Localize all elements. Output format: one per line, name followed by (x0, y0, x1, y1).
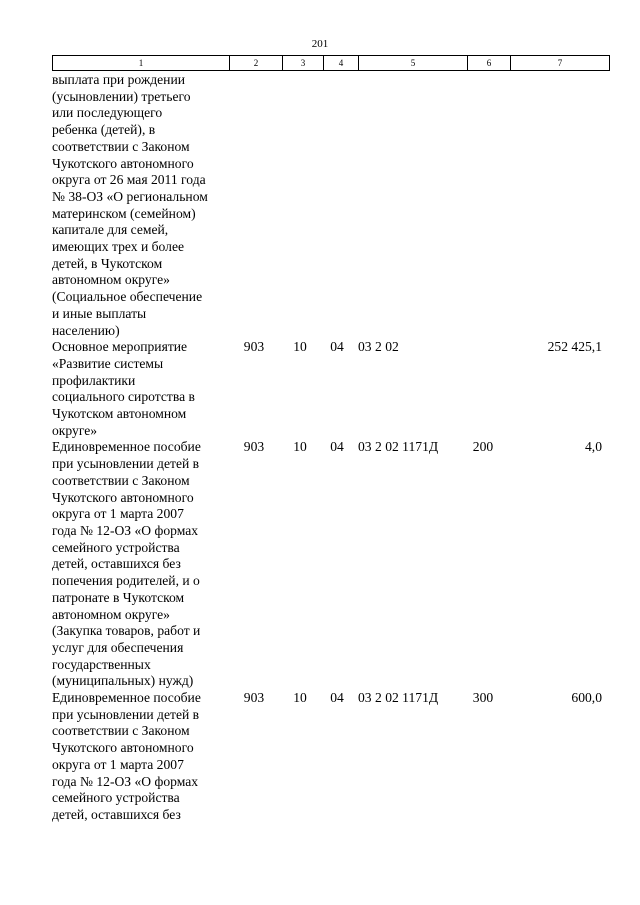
row-amount: 600,0 (571, 690, 602, 706)
table-row (52, 72, 602, 339)
table-row (52, 339, 602, 439)
row-expense-type (462, 339, 504, 439)
row-subsection-code: 04 (330, 690, 344, 706)
row-subsection-code: 04 (330, 339, 344, 355)
row-amount: 252 425,1 (547, 339, 602, 355)
row-target-code (354, 72, 462, 339)
row-ministry-code (228, 72, 280, 339)
row-expense-type: 300 (472, 690, 494, 706)
row-section-code: 10 (293, 339, 307, 355)
table-row (52, 439, 602, 690)
column-header-7: 7 (511, 56, 610, 71)
row-section-code: 10 (293, 690, 307, 706)
row-expense-type (462, 72, 504, 339)
column-header-2: 2 (230, 56, 283, 71)
column-header-3: 3 (283, 56, 324, 71)
column-header-5: 5 (359, 56, 468, 71)
column-header-4: 4 (324, 56, 359, 71)
column-number-row (53, 56, 610, 71)
row-subsection-code: 04 (330, 439, 344, 455)
column-header-1: 1 (53, 56, 230, 71)
row-amount (504, 72, 602, 339)
row-section-code: 10 (293, 439, 307, 455)
budget-table (52, 72, 602, 824)
column-header-6: 6 (468, 56, 511, 71)
row-target-code: 03 2 02 1171Д (358, 690, 439, 706)
table-row (52, 690, 602, 824)
row-section-code (280, 72, 320, 339)
row-description: выплата при рождении (усыновлении) третьего или последующего ребенка (детей), в соответствии с Законом Чукотского автономного округа от 26 мая 2011 года № 38-ОЗ «О региональном материнском (семейном) капитале для семей, имеющих трех и более детей, в Чукотском автономном округе» (Социальное обеспечение и иные выплаты населению) (52, 72, 208, 338)
row-subsection-code (320, 72, 354, 339)
row-target-code: 03 2 02 1171Д (358, 439, 439, 455)
row-target-code: 03 2 02 (358, 339, 399, 355)
row-ministry-code: 903 (243, 439, 265, 455)
column-header-table (52, 55, 610, 71)
row-description: Основное мероприятие «Развитие системы профилактики социального сиротства в Чукотском автономном округе» (52, 339, 195, 438)
row-amount: 4,0 (585, 439, 602, 455)
row-ministry-code: 903 (243, 339, 265, 355)
row-description: Единовременное пособие при усыновлении детей в соответствии с Законом Чукотского автономного округа от 1 марта 2007 года № 12-ОЗ «О формах семейного устройства детей, оставшихся без попечения родителей, и о патронате в Чукотском автономном округе» (Закупка товаров, работ и услуг для обеспечения государственных (муниципальных) нужд) (52, 439, 201, 689)
row-ministry-code: 903 (243, 690, 265, 706)
page-number: 201 (311, 38, 329, 50)
row-expense-type: 200 (472, 439, 494, 455)
row-description: Единовременное пособие при усыновлении детей в соответствии с Законом Чукотского автономного округа от 1 марта 2007 года № 12-ОЗ «О формах семейного устройства детей, оставшихся без (52, 690, 201, 822)
